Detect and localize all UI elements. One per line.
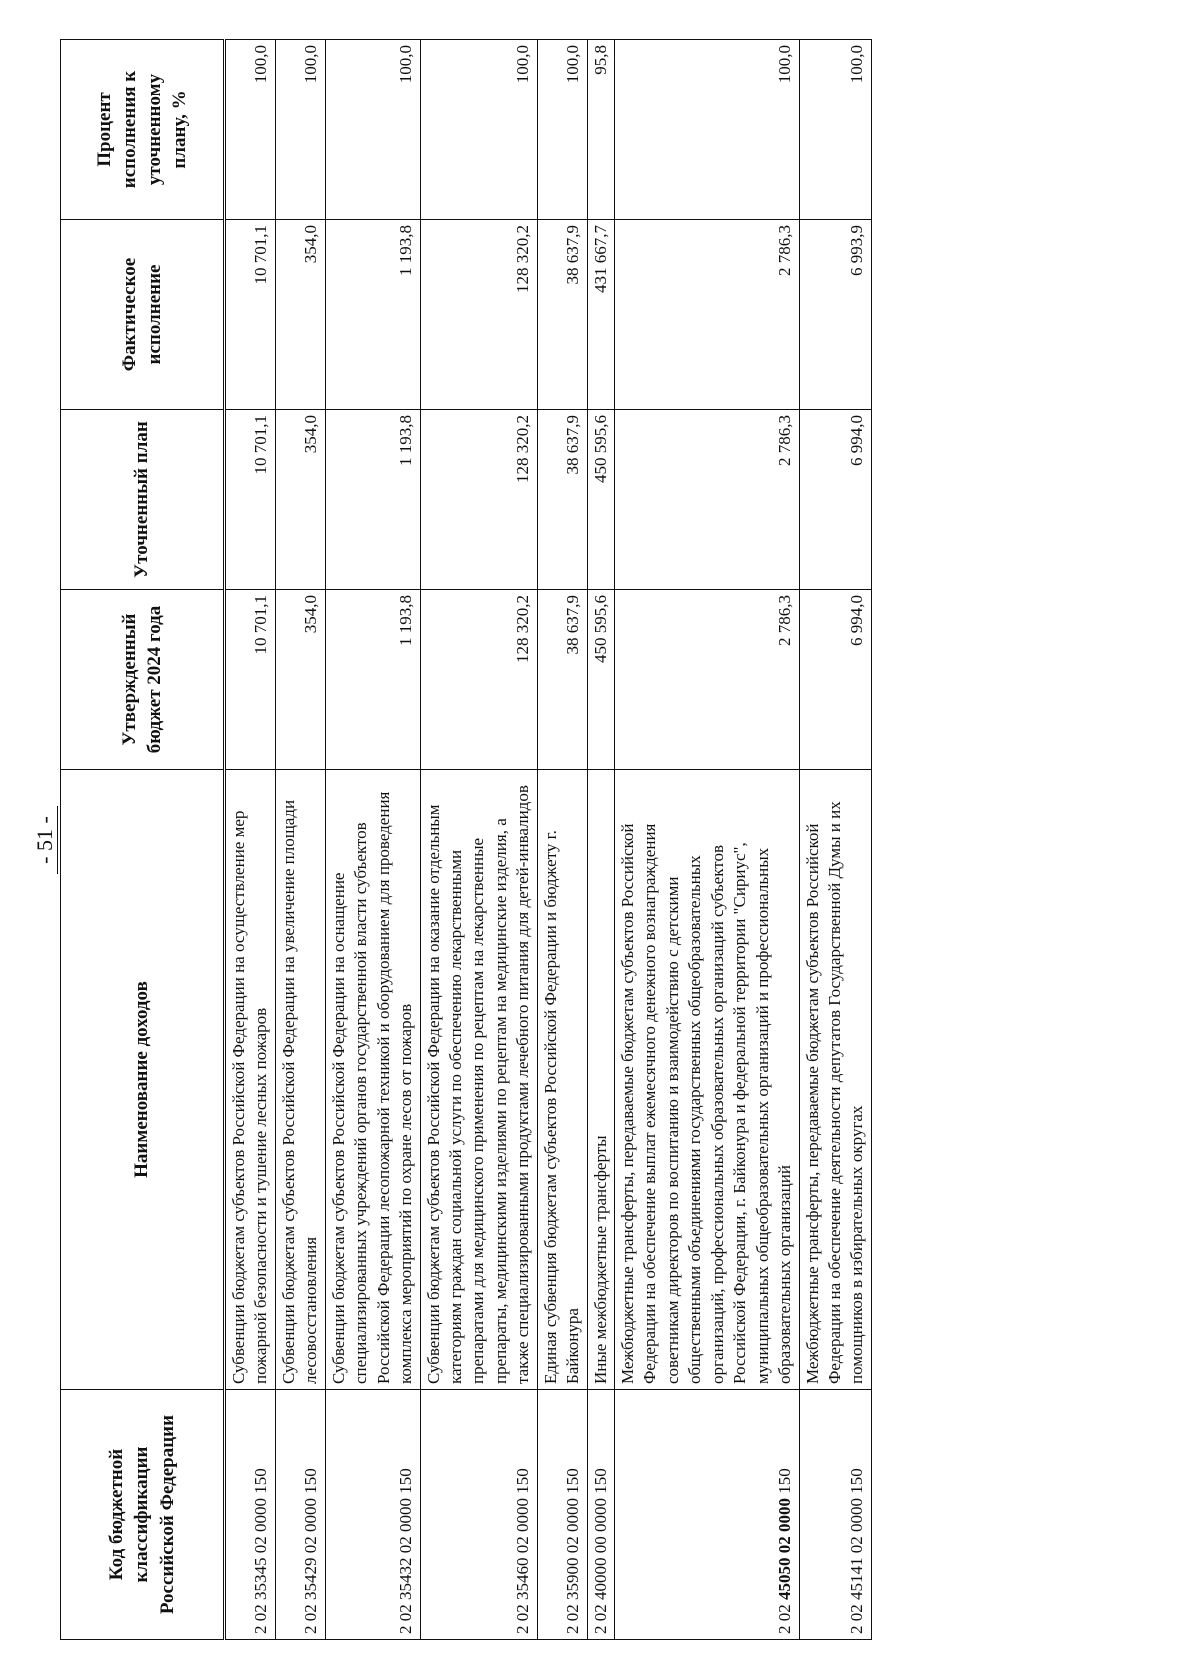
page-number: - 51 - [32,0,60,1680]
row-name: Субвенции бюджетам субъектов Российской Федерации на увеличение площади лесовосстановления [275,770,325,1390]
row-actual: 1 193,8 [325,220,420,410]
header-percent: Процент исполнения к уточненному плану, % [61,40,225,220]
row-percent: 100,0 [799,40,871,220]
table-row [799,40,871,1640]
row-code: 2 02 45141 02 0000 150 [799,1390,871,1640]
row-refined: 10 701,1 [225,410,276,590]
row-actual: 431 667,7 [587,220,614,410]
header-approved: Утвержденный бюджет 2024 года [61,590,225,770]
row-refined: 38 637,9 [537,410,587,590]
table-header-row [61,40,225,1640]
header-name: Наименование доходов [61,770,225,1390]
row-refined: 450 595,6 [587,410,614,590]
row-approved: 10 701,1 [225,590,276,770]
row-actual: 10 701,1 [225,220,276,410]
header-actual: Фактическое исполнение [61,220,225,410]
row-actual: 6 993,9 [799,220,871,410]
row-refined: 2 786,3 [615,410,800,590]
header-refined: Уточненный план [61,410,225,590]
row-code: 2 02 45050 02 0000 150 [615,1390,800,1640]
row-name: Межбюджетные трансферты, передаваемые бюджетам субъектов Российской Федерации на обеспечение деятельности депутатов Государственной Думы и их помощников в избирательных округах [799,770,871,1390]
row-code: 2 02 35460 02 0000 150 [420,1390,537,1640]
row-code: 2 02 35432 02 0000 150 [325,1390,420,1640]
table-row [615,40,800,1640]
row-approved: 450 595,6 [587,590,614,770]
row-percent: 100,0 [537,40,587,220]
row-approved: 1 193,8 [325,590,420,770]
row-refined: 1 193,8 [325,410,420,590]
row-refined: 354,0 [275,410,325,590]
row-actual: 354,0 [275,220,325,410]
table-row [587,40,614,1640]
row-code: 2 02 35345 02 0000 150 [225,1390,276,1640]
row-percent: 100,0 [325,40,420,220]
table-row [420,40,537,1640]
row-approved: 354,0 [275,590,325,770]
row-percent: 100,0 [615,40,800,220]
row-name: Единая субвенция бюджетам субъектов Российской Федерации и бюджету г. Байконура [537,770,587,1390]
row-refined: 128 320,2 [420,410,537,590]
table-row [225,40,276,1640]
header-code: Код бюджетной классификации Российской Федерации [61,1390,225,1640]
row-name: Межбюджетные трансферты, передаваемые бюджетам субъектов Российской Федерации на обеспечение выплат ежемесячного денежного вознаграждения советникам директоров по воспитанию и взаимодействию с детскими общественными объединениями государственных общеобразовательных организаций, профессиональных образовательных организаций субъектов Российской Федерации, г. Байконура и федеральной территории "Сириус", муниципальных общеобразовательных организаций и профессиональных образовательных организаций [615,770,800,1390]
table-row [275,40,325,1640]
row-approved: 38 637,9 [537,590,587,770]
table-row [325,40,420,1640]
row-percent: 95,8 [587,40,614,220]
row-actual: 38 637,9 [537,220,587,410]
row-code: 2 02 40000 00 0000 150 [587,1390,614,1640]
row-name: Субвенции бюджетам субъектов Российской Федерации на осуществление мер пожарной безопасности и тушение лесных пожаров [225,770,276,1390]
row-name: Субвенции бюджетам субъектов Российской Федерации на оснащение специализированных учреждений органов государственной власти субъектов Российской Федерации лесопожарной техникой и оборудованием для проведения комплекса мероприятий по охране лесов от пожаров [325,770,420,1390]
row-code: 2 02 35900 02 0000 150 [537,1390,587,1640]
table-row [537,40,587,1640]
row-actual: 128 320,2 [420,220,537,410]
row-approved: 2 786,3 [615,590,800,770]
row-percent: 100,0 [225,40,276,220]
row-percent: 100,0 [420,40,537,220]
row-approved: 128 320,2 [420,590,537,770]
row-refined: 6 994,0 [799,410,871,590]
revenue-table [60,39,872,1640]
row-actual: 2 786,3 [615,220,800,410]
row-code: 2 02 35429 02 0000 150 [275,1390,325,1640]
row-approved: 6 994,0 [799,590,871,770]
row-percent: 100,0 [275,40,325,220]
row-name: Субвенции бюджетам субъектов Российской Федерации на оказание отдельным категориям граждан социальной услуги по обеспечению лекарственными препаратами для медицинского применения по рецептам на лекарственные препараты, медицинскими изделиями по рецептам на медицинские изделия, а также специализированными продуктами лечебного питания для детей-инвалидов [420,770,537,1390]
row-name: Иные межбюджетные трансферты [587,770,614,1390]
